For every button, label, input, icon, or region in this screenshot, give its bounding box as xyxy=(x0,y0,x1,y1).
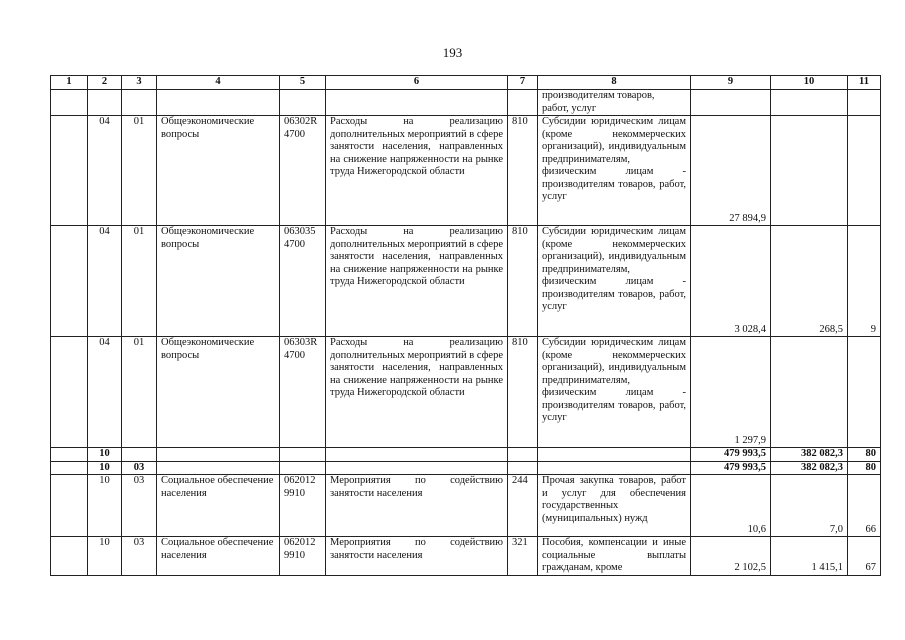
cell-value-10: 1 415,1 xyxy=(771,537,848,576)
cell-section: 04 xyxy=(88,226,122,337)
table-row xyxy=(51,537,881,576)
header-col-5: 5 xyxy=(280,76,326,90)
cell-target-name: Расходы на реализацию дополнительных мероприятий в сфере занятости населения, направленных на снижение напряженности на рынке труда Нижегородской области xyxy=(326,226,508,337)
cell-value-9: 479 993,5 xyxy=(691,461,771,475)
cell-value-11: 9 xyxy=(848,226,881,337)
cell-value-11: 80 xyxy=(848,461,881,475)
cell-target-code: 062012 9910 xyxy=(280,475,326,537)
budget-table xyxy=(50,75,881,576)
cell-col-1 xyxy=(51,116,88,226)
cell-section: 10 xyxy=(88,475,122,537)
cell-section: 10 xyxy=(88,537,122,576)
cell-expense-type: производителям товаров, работ, услуг xyxy=(538,90,691,116)
section-total-row xyxy=(51,448,881,462)
cell-expense-type: Субсидии юридическим лицам (кроме некоммерческих организаций), индивидуальным предпринимателям, физическим лицам - производителям товаров, работ, услуг xyxy=(538,226,691,337)
cell-col-1 xyxy=(51,475,88,537)
cell-expense-type: Пособия, компенсации и иные социальные выплаты гражданам, кроме xyxy=(538,537,691,576)
cell-target-name: Расходы на реализацию дополнительных мероприятий в сфере занятости населения, направленных на снижение напряженности на рынке труда Нижегородской области xyxy=(326,116,508,226)
header-col-11: 11 xyxy=(848,76,881,90)
cell-value-9: 10,6 xyxy=(691,475,771,537)
header-col-3: 3 xyxy=(122,76,157,90)
cell-subsection: 01 xyxy=(122,337,157,448)
cell-value-10: 382 082,3 xyxy=(771,448,848,462)
cell-subsection: 01 xyxy=(122,226,157,337)
cell-subsection: 03 xyxy=(122,461,157,475)
cell-value-11: 67 xyxy=(848,537,881,576)
cell-section: 10 xyxy=(88,461,122,475)
cell-value-9: 479 993,5 xyxy=(691,448,771,462)
header-col-6: 6 xyxy=(326,76,508,90)
cell-target-name: Мероприятия по содействию занятости населения xyxy=(326,475,508,537)
cell-expense-code: 321 xyxy=(508,537,538,576)
cell-value-10 xyxy=(771,116,848,226)
cell-expense-code: 810 xyxy=(508,337,538,448)
cell-expense-code: 810 xyxy=(508,226,538,337)
cell-expense-type: Прочая закупка товаров, работ и услуг для обеспечения государственных (муниципальных) нужд xyxy=(538,475,691,537)
cell-subsection: 01 xyxy=(122,116,157,226)
cell-value-9: 2 102,5 xyxy=(691,537,771,576)
table-row xyxy=(51,475,881,537)
cell-col-1 xyxy=(51,226,88,337)
header-col-1: 1 xyxy=(51,76,88,90)
cell-section-name: Общеэкономические вопросы xyxy=(157,116,280,226)
cell-section-name: Общеэкономические вопросы xyxy=(157,337,280,448)
table-row xyxy=(51,337,881,448)
cell-target-name: Расходы на реализацию дополнительных мероприятий в сфере занятости населения, направленных на снижение напряженности на рынке труда Нижегородской области xyxy=(326,337,508,448)
cell-value-10: 382 082,3 xyxy=(771,461,848,475)
cell-subsection xyxy=(122,448,157,462)
header-row xyxy=(51,76,881,90)
cell-target-code: 06302R 4700 xyxy=(280,116,326,226)
cell-expense-type: Субсидии юридическим лицам (кроме некоммерческих организаций), индивидуальным предпринимателям, физическим лицам - производителям товаров, работ, услуг xyxy=(538,116,691,226)
cell-section-name: Социальное обеспечение населения xyxy=(157,475,280,537)
header-col-10: 10 xyxy=(771,76,848,90)
header-col-2: 2 xyxy=(88,76,122,90)
cell-target-code: 062012 9910 xyxy=(280,537,326,576)
header-col-7: 7 xyxy=(508,76,538,90)
cell-section: 04 xyxy=(88,337,122,448)
cell-value-11 xyxy=(848,337,881,448)
cell-expense-code: 244 xyxy=(508,475,538,537)
cell-col-1 xyxy=(51,337,88,448)
cell-target-name: Мероприятия по содействию занятости населения xyxy=(326,537,508,576)
cell-section: 04 xyxy=(88,116,122,226)
table-row xyxy=(51,116,881,226)
cell-value-11: 80 xyxy=(848,448,881,462)
table-row xyxy=(51,226,881,337)
continuation-row xyxy=(51,90,881,116)
cell-section-name: Общеэкономические вопросы xyxy=(157,226,280,337)
cell-value-10 xyxy=(771,337,848,448)
cell-subsection: 03 xyxy=(122,537,157,576)
cell-value-10: 268,5 xyxy=(771,226,848,337)
cell-value-11 xyxy=(848,116,881,226)
header-col-4: 4 xyxy=(157,76,280,90)
cell-value-9: 1 297,9 xyxy=(691,337,771,448)
cell-target-code: 063035 4700 xyxy=(280,226,326,337)
cell-value-10: 7,0 xyxy=(771,475,848,537)
cell-section-name: Социальное обеспечение населения xyxy=(157,537,280,576)
subsection-total-row xyxy=(51,461,881,475)
cell-expense-type: Субсидии юридическим лицам (кроме некоммерческих организаций), индивидуальным предпринимателям, физическим лицам - производителям товаров, работ, услуг xyxy=(538,337,691,448)
cell-section: 10 xyxy=(88,448,122,462)
cell-target-code: 06303R 4700 xyxy=(280,337,326,448)
cell-subsection: 03 xyxy=(122,475,157,537)
cell-col-1 xyxy=(51,537,88,576)
cell-value-11: 66 xyxy=(848,475,881,537)
cell-value-9: 3 028,4 xyxy=(691,226,771,337)
header-col-8: 8 xyxy=(538,76,691,90)
cell-value-9: 27 894,9 xyxy=(691,116,771,226)
cell-expense-code: 810 xyxy=(508,116,538,226)
page-number: 193 xyxy=(442,45,463,60)
header-col-9: 9 xyxy=(691,76,771,90)
